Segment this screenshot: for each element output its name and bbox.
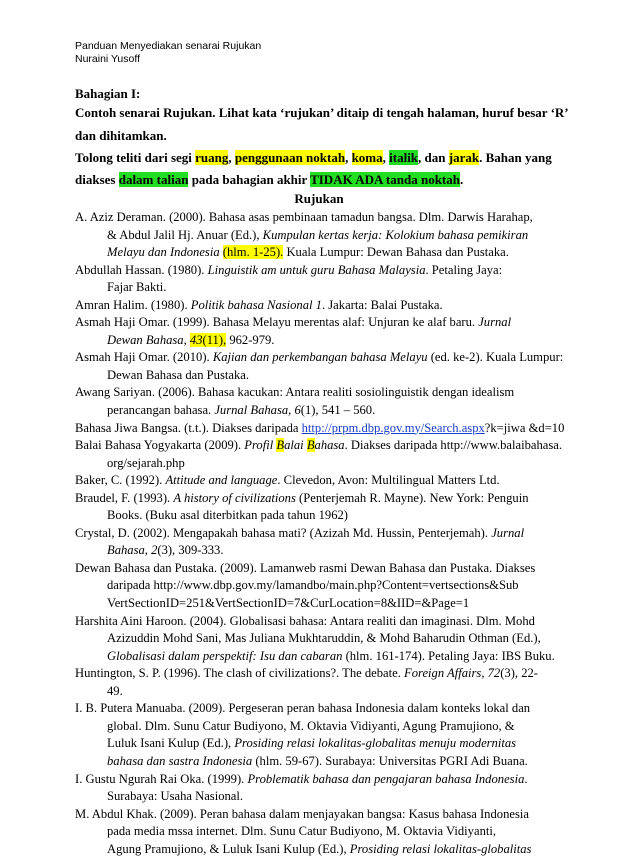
highlight-tidak-ada-noktah: TIDAK ADA tanda noktah bbox=[310, 172, 460, 187]
references-heading: Rujukan bbox=[294, 191, 344, 206]
reference-entry: Amran Halim. (1980). Politik bahasa Nasional 1. Jakarta: Balai Pustaka. bbox=[75, 297, 443, 312]
highlight-page-range: (hlm. 1-25). bbox=[222, 245, 284, 260]
reference-entry: I. Gustu Ngurah Rai Oka. (1999). Problematik bahasa dan pengajaran bahasa Indonesia. Surabaya: Usaha Nasional. bbox=[75, 771, 528, 804]
reference-entry: Asmah Haji Omar. (2010). Kajian dan perkembangan bahasa Melayu (ed. ke-2). Kuala Lumpur: Dewan Bahasa dan Pustaka. bbox=[75, 350, 564, 382]
reference-entry: Bahasa Jiwa Bangsa. (t.t.). Diakses daripada http://prpm.dbp.gov.my/Search.aspx?k=jiwa &d=10 bbox=[75, 420, 565, 435]
header-title: Panduan Menyediakan senarai Rujukan bbox=[75, 40, 262, 52]
intro-line-3: Tolong teliti dari segi ruang, penggunaan noktah, koma, italik, dan jarak. Bahan yang bbox=[75, 150, 552, 165]
reference-entry: Abdullah Hassan. (1980). Linguistik am untuk guru Bahasa Malaysia. Petaling Jaya: Fajar Bakti. bbox=[75, 262, 503, 295]
section-label: Bahagian I: bbox=[75, 86, 141, 101]
reference-entry: Huntington, S. P. (1996). The clash of civilizations?. The debate. Foreign Affairs, 72(3), 22- 49. bbox=[75, 666, 539, 698]
intro-line-1: Contoh senarai Rujukan. Lihat kata ‘rujukan’ ditaip di tengah halaman, huruf besar ‘R’ bbox=[75, 105, 569, 120]
highlight-penggunaan-noktah: penggunaan noktah bbox=[234, 150, 346, 165]
reference-entry: Balai Bahasa Yogyakarta (2009). Profil Balai Bahasa. Diakses daripada http://www.balaibahasa. org/sejarah.php bbox=[75, 438, 563, 470]
reference-link[interactable]: http://prpm.dbp.gov.my/Search.aspx bbox=[301, 420, 485, 435]
header-author: Nuraini Yusoff bbox=[75, 53, 140, 65]
intro-line-2: dan dihitamkan. bbox=[75, 128, 167, 143]
highlight-koma: koma bbox=[351, 150, 383, 165]
highlight-capital-b: B bbox=[276, 438, 285, 453]
highlight-ruang: ruang bbox=[195, 150, 229, 165]
reference-entry: Crystal, D. (2002). Mengapakah bahasa mati? (Azizah Md. Hussin, Penterjemah). Jurnal Bahasa, 2(3), 309-333. bbox=[75, 525, 525, 558]
intro-line-4: diakses dalam talian pada bahagian akhir TIDAK ADA tanda noktah. bbox=[75, 172, 464, 187]
highlight-italik: italik bbox=[389, 150, 419, 165]
highlight-dalam-talian: dalam talian bbox=[118, 172, 189, 187]
highlight-jarak: jarak bbox=[448, 150, 480, 165]
reference-entry: Asmah Haji Omar. (1999). Bahasa Melayu merentas alaf: Unjuran ke alaf baru. Jurnal Dewan Bahasa, 43(11), 962-979. bbox=[75, 315, 512, 347]
reference-entry: Awang Sariyan. (2006). Bahasa kacukan: Antara realiti sosiolinguistik dengan idealism perancangan bahasa. Jurnal Bahasa, 6(1), 541 – 560. bbox=[75, 385, 515, 418]
reference-entry: I. B. Putera Manuaba. (2009). Pergeseran peran bahasa Indonesia dalam konteks lokal dan global. Dlm. Sunu Catur Budiyono, M. Oktavia Vidiyanti, Agung Pramujiono, & Luluk Isani Kulup (Ed.), Prosiding relasi lokalitas-globalitas menuju modernitas bahasa dan sastra Indonesia (hlm. 59-67). Surabaya: Universitas PGRI Adi Buana. bbox=[75, 701, 531, 768]
reference-entry: A. Aziz Deraman. (2000). Bahasa asas pembinaan tamadun bangsa. Dlm. Darwis Harahap, & Abdul Jalil Hj. Anuar (Ed.), Kumpulan kertas kerja: Kolokium bahasa pemikiran Melayu dan Indonesia (hlm. 1-25). Kuala Lumpur: Dewan Bahasa dan Pustaka. bbox=[75, 210, 533, 260]
reference-entry: Braudel, F. (1993). A history of civilizations (Penterjemah R. Mayne). New York: Penguin Books. (Buku asal diterbitkan pada tahun 1962) bbox=[75, 490, 529, 523]
reference-entry: M. Abdul Khak. (2009). Peran bahasa dalam menjayakan bangsa: Kasus bahasa Indonesia pada media mssa internet. Dlm. Sunu Catur Budiyono, M. Oktavia Vidiyanti, Agung Pramujiono, & Luluk Isani Kulup (Ed.), Prosiding relasi lokalitas-globalitas bbox=[75, 806, 532, 856]
reference-entry: Dewan Bahasa dan Pustaka. (2009). Lamanweb rasmi Dewan Bahasa dan Pustaka. Diakses daripada http://www.dbp.gov.my/lamandbo/main.php?Content=vertsections&Sub VertSectionID=251&VertSectionID=7&CurLocation=8&IID=&Page=1 bbox=[75, 560, 536, 611]
reference-entry: Baker, C. (1992). Attitude and language. Clevedon, Avon: Multilingual Matters Ltd. bbox=[75, 473, 500, 488]
highlight-volume: 43 bbox=[189, 332, 203, 347]
highlight-issue: (11), bbox=[202, 332, 227, 347]
reference-list bbox=[75, 209, 575, 858]
highlight-capital-b: B bbox=[306, 438, 315, 453]
reference-entry: Harshita Aini Haroon. (2004). Globalisasi bahasa: Antara realiti dan imaginasi. Dlm. Mohd Azizuddin Mohd Sani, Mas Juliana Mukhtaruddin, & Mohd Baharudin Othman (Ed.), Globalisasi dalam perspektif: Isu dan cabaran (hlm. 161-174). Petaling Jaya: IBS Buku. bbox=[75, 613, 555, 663]
